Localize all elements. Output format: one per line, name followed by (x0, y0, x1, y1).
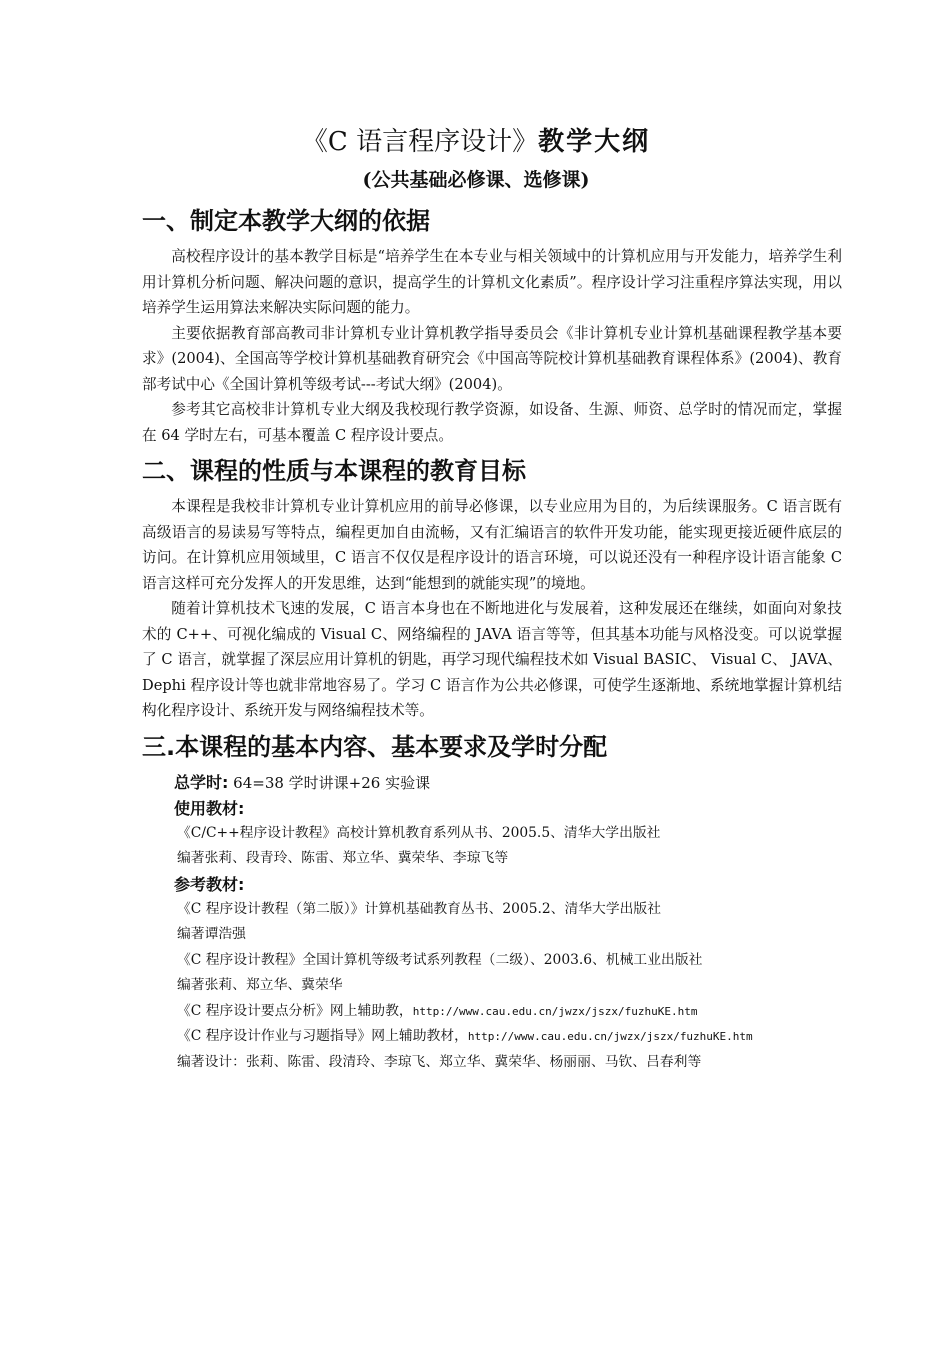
textbook-label: 使用教材: (174, 798, 245, 818)
reference-text: 《C 程序设计教程（第二版）》计算机基础教育丛书、2005.2、清华大学出版社 (177, 900, 662, 917)
reference-text: 《C 程序设计作业与习题指导》网上辅助教材， (177, 1028, 468, 1044)
reference-url-link[interactable]: http://www.cau.edu.cn/jwzx/jszx/fuzhuKE.htm (412, 1004, 698, 1018)
references-label-row (174, 872, 842, 897)
total-hours-label: 总学时: (174, 772, 229, 792)
references-label: 参考教材: (174, 874, 245, 894)
section-1-paragraph: 高校程序设计的基本教学目标是“培养学生在本专业与相关领域中的计算机应用与开发能力，培养学生利用计算机分析问题、解决问题的意识，提高学生的计算机文化素质”。程序设计学习注重程序算法实现，用以培养学生运用算法来解决实际问题的能力。 (142, 248, 842, 316)
textbook-label-row (174, 796, 842, 821)
reference-text: 编著张莉、郑立华、冀荣华 (177, 977, 343, 993)
textbook-line: 编著张莉、段青玲、陈雷、郑立华、冀荣华、李琼飞等 (177, 850, 509, 866)
section-1-paragraph: 主要依据教育部高教司非计算机专业计算机教学指导委员会《非计算机专业计算机基础课程教学基本要求》(2004)、全国高等学校计算机基础教育研究会《中国高等院校计算机基础教育课程体系》(2004)、教育部考试中心《全国计算机等级考试---考试大纲》(2004)。 (142, 324, 842, 393)
section-heading-3: 三.本课程的基本内容、基本要求及学时分配 (142, 732, 608, 761)
reference-url-link[interactable]: http://www.cau.edu.cn/jwzx/jszx/fuzhuKE.htm (467, 1030, 753, 1043)
total-hours (174, 770, 842, 796)
reference-line (177, 922, 842, 948)
reference-line (177, 973, 842, 999)
textbook-line: 《C/C++程序设计教程》高校计算机教育系列从书、2005.5、清华大学出版社 (177, 824, 661, 841)
title-main: 《C 语言程序设计》 (301, 127, 539, 157)
reference-text: 编著谭浩强 (177, 926, 246, 942)
section-heading-1: 一、制定本教学大纲的依据 (142, 207, 430, 235)
reference-line (177, 999, 842, 1025)
document-title (0, 124, 952, 160)
title-bold: 教学大纲 (538, 127, 651, 157)
reference-line (177, 897, 842, 923)
section-2-paragraph: 本课程是我校非计算机专业计算机应用的前导必修课，以专业应用为目的，为后续课服务。C 语言既有高级语言的易读易写等特点，编程更加自由流畅，又有汇编语言的软件开发功能，能实现更接近硬件底层的访问。在计算机应用领域里，C 语言不仅仅是程序设计的语言环境，可以说还没有一种程序设计语言能象 C 语言这样可充分发挥人的开发思维，达到“能想到的就能实现”的境地。 (142, 498, 842, 592)
document-subtitle: (公共基础必修课、选修课) (362, 169, 590, 191)
section-2-paragraph: 随着计算机技术飞速的发展，C 语言本身也在不断地进化与发展着，这种发展还在继续，如面向对象技术的 C++、可视化编成的 Visual C、网络编程的 JAVA 语言等等，但其基本功能与风格没变。可以说掌握了 C 语言，就掌握了深层应用计算机的钥匙，再学习现代编程技术如 Visual BASIC、 Visual C、 JAVA、 Dephi 程序设计等也就非常地容易了。学习 C 语言作为公共必修课，可使学生逐渐地、系统地掌握计算机结构化程序设计、系统开发与网络编程技术等。 (142, 600, 842, 719)
reference-line (177, 948, 842, 974)
reference-text: 编著设计：张莉、陈雷、段清玲、李琼飞、郑立华、冀荣华、杨丽丽、马钦、吕春利等 (177, 1053, 702, 1070)
reference-text: 《C 程序设计教程》全国计算机等级考试系列教程（二级）、2003.6、机械工业出版社 (177, 951, 703, 968)
document-body (142, 198, 842, 1075)
reference-text: 《C 程序设计要点分析》网上辅助教， (177, 1002, 413, 1019)
reference-line (177, 1024, 842, 1050)
reference-line (177, 1050, 842, 1076)
section-heading-2: 二、课程的性质与本课程的教育目标 (142, 457, 526, 485)
total-hours-value: 64=38 学时讲课+26 实验课 (228, 773, 431, 792)
section-1-paragraph: 参考其它高校非计算机专业大纲及我校现行教学资源，如设备、生源、师资、总学时的情况而定，掌握在 64 学时左右，可基本覆盖 C 程序设计要点。 (142, 401, 842, 444)
